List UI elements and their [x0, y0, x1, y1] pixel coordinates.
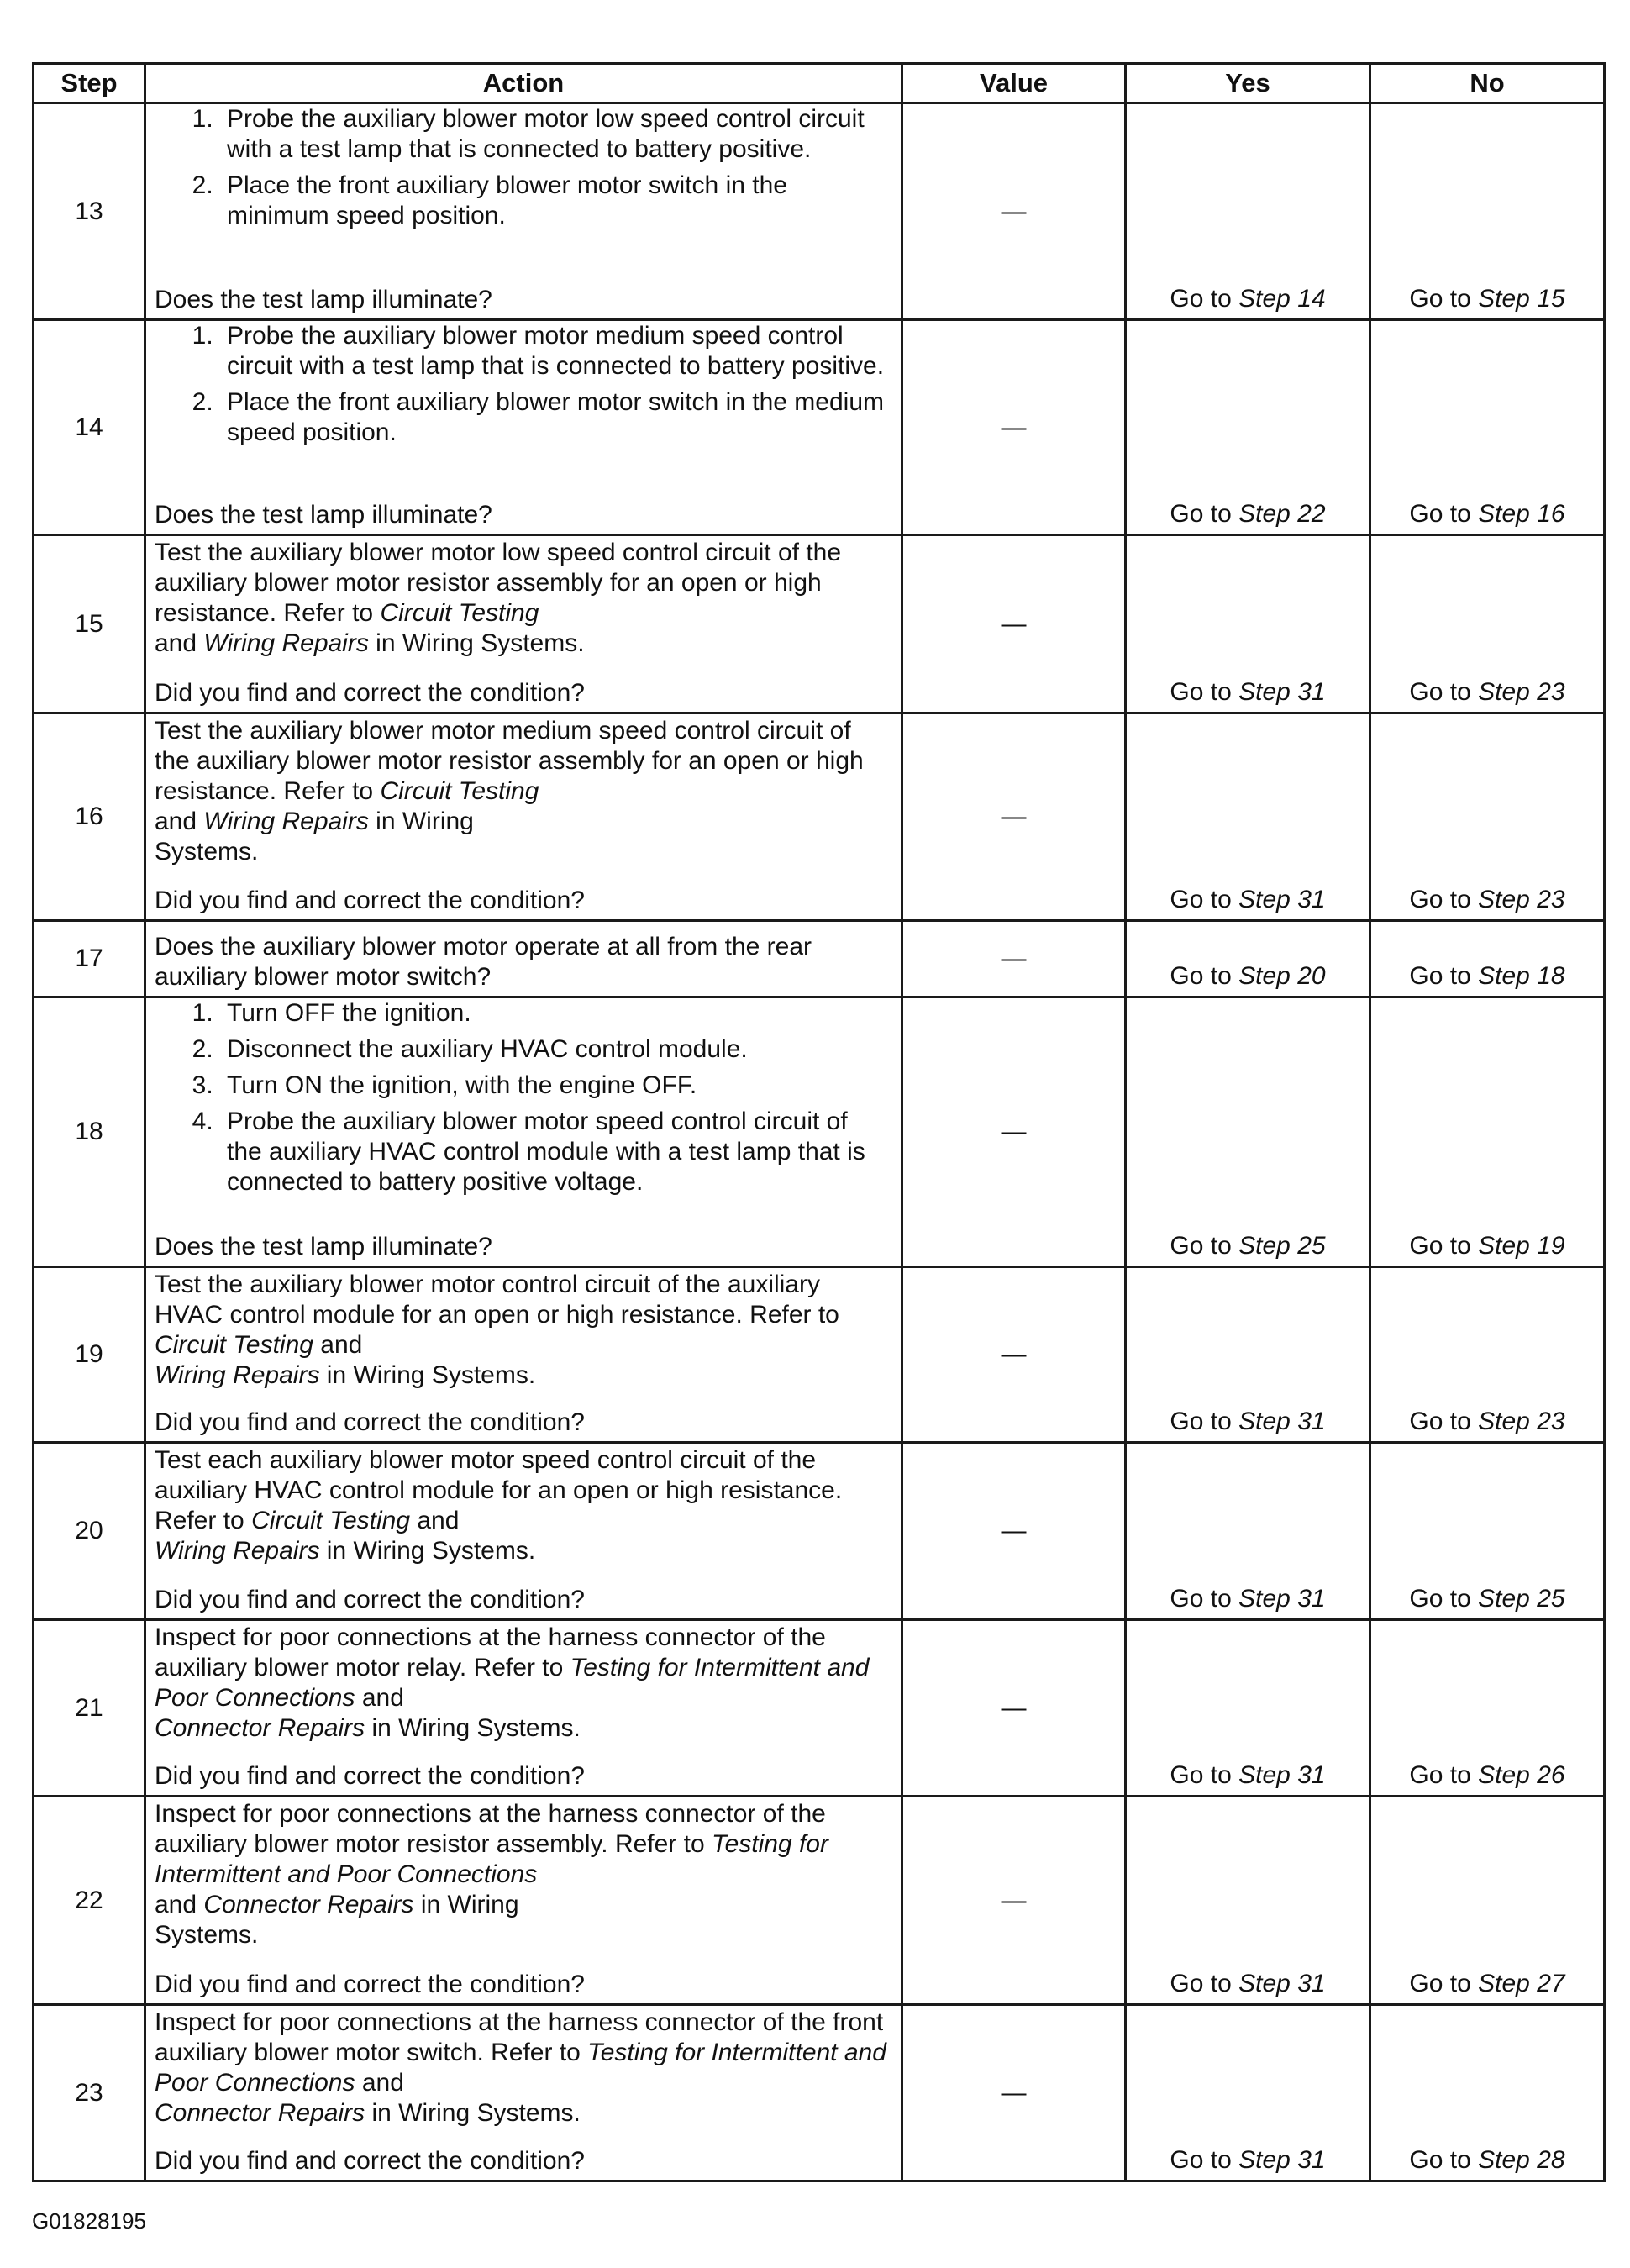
- yes-cell: [1126, 535, 1370, 713]
- table-row: [34, 535, 1605, 713]
- reference-link-text: Circuit Testing: [380, 599, 539, 627]
- action-cell: [145, 921, 902, 997]
- description-text: Test each auxiliary blower motor speed control circuit of the auxiliary HVAC control module for an open or high resistance. Refer to: [155, 1446, 843, 1534]
- table-row: [34, 1267, 1605, 1443]
- no-cell: [1370, 1267, 1605, 1443]
- table-row: [34, 1797, 1605, 2005]
- no-cell: [1370, 1620, 1605, 1797]
- no-cell: [1370, 921, 1605, 997]
- description-text: in Wiring: [368, 808, 474, 835]
- goto-prefix: Go to: [1170, 1232, 1239, 1260]
- goto-prefix: Go to: [1409, 1585, 1479, 1613]
- step-number: 17: [34, 921, 145, 997]
- step-number: 15: [34, 535, 145, 713]
- description-text: in Wiring Systems.: [319, 1537, 536, 1565]
- action-step-item: 1. Probe the auxiliary blower motor low speed control circuit with a test lamp that is connected to battery positive.: [220, 104, 889, 165]
- value-cell: —: [902, 713, 1126, 921]
- action-question: Did you find and correct the condition?: [155, 679, 585, 707]
- description-text: and: [313, 1331, 363, 1359]
- goto-prefix: Go to: [1170, 285, 1239, 313]
- action-content: [155, 1797, 889, 2003]
- action-cell: [145, 1620, 902, 1797]
- action-cell: [145, 1267, 902, 1443]
- goto-step-link[interactable]: Step 31: [1238, 678, 1326, 706]
- goto-prefix: Go to: [1170, 1585, 1239, 1613]
- reference-link-text: Wiring Repairs: [155, 1361, 320, 1389]
- table-row: [34, 997, 1605, 1267]
- goto-prefix: Go to: [1170, 1408, 1239, 1435]
- action-content: [155, 922, 889, 996]
- action-content: [155, 104, 889, 318]
- description-text: Test the auxiliary blower motor control circuit of the auxiliary HVAC control module for an open or high resistance. Refer to: [155, 1271, 839, 1329]
- table-row: [34, 103, 1605, 320]
- description-text: in Wiring Systems.: [365, 1714, 581, 1742]
- action-question: Did you find and correct the condition?: [155, 1586, 585, 1613]
- header-no: No: [1370, 64, 1605, 103]
- reference-link-text: Connector Repairs: [203, 1891, 414, 1918]
- table-row: [34, 713, 1605, 921]
- no-cell: [1370, 1797, 1605, 2005]
- action-cell: [145, 2005, 902, 2181]
- action-content: [155, 1444, 889, 1618]
- goto-step-link[interactable]: Step 16: [1478, 500, 1565, 528]
- action-question: Did you find and correct the condition?: [155, 1762, 585, 1790]
- description-text: Test the auxiliary blower motor medium speed control circuit of the auxiliary blower motor resistor assembly for an open or high resistance. Refer to: [155, 717, 864, 805]
- description-text: and: [155, 808, 204, 835]
- action-content: [155, 714, 889, 919]
- action-content: [155, 2006, 889, 2180]
- goto-prefix: Go to: [1409, 962, 1479, 990]
- action-cell: [145, 1797, 902, 2005]
- goto-step-link[interactable]: Step 27: [1478, 1970, 1565, 1997]
- action-cell: [145, 713, 902, 921]
- reference-link-text: Testing for Intermittent and Poor Connections: [155, 1654, 870, 1712]
- action-description: [155, 1444, 889, 1566]
- header-yes: Yes: [1126, 64, 1370, 103]
- reference-link-text: Testing for Intermittent and Poor Connections: [155, 1830, 828, 1888]
- no-cell: [1370, 103, 1605, 320]
- action-content: [155, 321, 889, 534]
- description-text: Inspect for poor connections at the harness connector of the front auxiliary blower motor switch. Refer to: [155, 2008, 884, 2066]
- table-body: [34, 103, 1605, 2181]
- action-description: [155, 536, 889, 659]
- goto-step-link[interactable]: Step 19: [1478, 1232, 1565, 1260]
- goto-step-link[interactable]: Step 18: [1478, 962, 1565, 990]
- goto-prefix: Go to: [1409, 500, 1479, 528]
- goto-prefix: Go to: [1409, 1761, 1479, 1789]
- reference-link-text: Connector Repairs: [155, 2099, 365, 2127]
- description-text: Inspect for poor connections at the harness connector of the auxiliary blower motor resistor assembly. Refer to: [155, 1800, 826, 1858]
- goto-step-link[interactable]: Step 25: [1238, 1232, 1326, 1260]
- action-content: [155, 536, 889, 712]
- table-row: [34, 320, 1605, 535]
- step-number: 18: [34, 997, 145, 1267]
- action-question: Did you find and correct the condition?: [155, 1408, 585, 1436]
- goto-prefix: Go to: [1409, 2146, 1479, 2174]
- action-cell: [145, 103, 902, 320]
- value-cell: —: [902, 1797, 1126, 2005]
- header-action: Action: [145, 64, 902, 103]
- goto-step-link[interactable]: Step 31: [1238, 1408, 1326, 1435]
- goto-step-link[interactable]: Step 20: [1238, 962, 1326, 990]
- goto-prefix: Go to: [1170, 500, 1239, 528]
- description-text: and: [155, 1891, 204, 1918]
- goto-step-link[interactable]: Step 23: [1478, 886, 1565, 913]
- step-number: 16: [34, 713, 145, 921]
- reference-link-text: Circuit Testing: [155, 1331, 313, 1359]
- goto-prefix: Go to: [1409, 1408, 1479, 1435]
- value-cell: —: [902, 1267, 1126, 1443]
- description-text: in Wiring: [413, 1891, 519, 1918]
- goto-step-link[interactable]: Step 31: [1238, 886, 1326, 913]
- value-cell: —: [902, 2005, 1126, 2181]
- action-step-item: 1. Turn OFF the ignition.: [220, 998, 889, 1029]
- goto-prefix: Go to: [1170, 962, 1239, 990]
- no-cell: [1370, 997, 1605, 1267]
- header-value: Value: [902, 64, 1126, 103]
- action-cell: [145, 997, 902, 1267]
- step-number: 22: [34, 1797, 145, 2005]
- goto-prefix: Go to: [1170, 1970, 1239, 1997]
- yes-cell: [1126, 2005, 1370, 2181]
- description-text: and: [410, 1507, 460, 1534]
- action-step-item: 2. Place the front auxiliary blower motor switch in the minimum speed position.: [220, 171, 889, 231]
- action-content: [155, 1621, 889, 1795]
- action-question: Does the test lamp illuminate?: [155, 501, 492, 529]
- action-description: [155, 2006, 889, 2129]
- goto-step-link[interactable]: Step 25: [1478, 1585, 1565, 1613]
- action-description: [155, 1268, 889, 1391]
- header-step: Step: [34, 64, 145, 103]
- reference-link-text: Testing for Intermittent and Poor Connections: [155, 2039, 886, 2097]
- action-step-item: 1. Probe the auxiliary blower motor medium speed control circuit with a test lamp that is connected to battery positive.: [220, 321, 889, 382]
- yes-cell: [1126, 1443, 1370, 1620]
- action-steps-list: [155, 104, 889, 237]
- goto-prefix: Go to: [1409, 678, 1479, 706]
- goto-step-link[interactable]: Step 23: [1478, 678, 1565, 706]
- goto-step-link[interactable]: Step 31: [1238, 1585, 1326, 1613]
- action-description: [155, 1621, 889, 1744]
- goto-step-link[interactable]: Step 14: [1238, 285, 1326, 313]
- reference-link-text: Wiring Repairs: [155, 1537, 320, 1565]
- goto-step-link[interactable]: Step 31: [1238, 2146, 1326, 2174]
- yes-cell: [1126, 921, 1370, 997]
- description-text: Systems.: [155, 838, 259, 866]
- step-number: 19: [34, 1267, 145, 1443]
- goto-step-link[interactable]: Step 31: [1238, 1761, 1326, 1789]
- goto-prefix: Go to: [1170, 886, 1239, 913]
- goto-prefix: Go to: [1409, 1970, 1479, 1997]
- no-cell: [1370, 535, 1605, 713]
- action-description: [155, 1797, 889, 1950]
- description-text: and: [355, 2069, 404, 2097]
- reference-link-text: Connector Repairs: [155, 1714, 365, 1742]
- description-text: Inspect for poor connections at the harness connector of the auxiliary blower motor relay. Refer to: [155, 1623, 826, 1681]
- goto-step-link[interactable]: Step 23: [1478, 1408, 1565, 1435]
- action-question: Did you find and correct the condition?: [155, 1971, 585, 1998]
- value-cell: —: [902, 1620, 1126, 1797]
- step-number: 21: [34, 1620, 145, 1797]
- table-row: [34, 1443, 1605, 1620]
- reference-link-text: Circuit Testing: [380, 777, 539, 805]
- no-cell: [1370, 1443, 1605, 1620]
- action-step-item: 4. Probe the auxiliary blower motor speed control circuit of the auxiliary HVAC control module with a test lamp that is connected to battery positive voltage.: [220, 1107, 889, 1197]
- action-steps-list: [155, 998, 889, 1203]
- yes-cell: [1126, 320, 1370, 535]
- description-text: in Wiring Systems.: [319, 1361, 536, 1389]
- goto-prefix: Go to: [1409, 886, 1479, 913]
- goto-step-link[interactable]: Step 31: [1238, 1970, 1326, 1997]
- description-text: in Wiring Systems.: [365, 2099, 581, 2127]
- yes-cell: [1126, 103, 1370, 320]
- description-text: and: [155, 629, 204, 657]
- figure-id: G01828195: [32, 2208, 146, 2234]
- yes-cell: [1126, 997, 1370, 1267]
- goto-step-link[interactable]: Step 22: [1238, 500, 1326, 528]
- reference-link-text: Wiring Repairs: [203, 808, 369, 835]
- action-content: [155, 998, 889, 1266]
- goto-prefix: Go to: [1170, 2146, 1239, 2174]
- action-cell: [145, 1443, 902, 1620]
- action-steps-list: [155, 321, 889, 454]
- step-number: 14: [34, 320, 145, 535]
- action-step-item: 2. Disconnect the auxiliary HVAC control module.: [220, 1034, 889, 1065]
- action-description: [155, 714, 889, 867]
- goto-prefix: Go to: [1409, 1232, 1479, 1260]
- value-cell: —: [902, 103, 1126, 320]
- table-header-row: [34, 64, 1605, 103]
- goto-prefix: Go to: [1409, 285, 1479, 313]
- value-cell: —: [902, 535, 1126, 713]
- goto-step-link[interactable]: Step 15: [1478, 285, 1565, 313]
- value-cell: —: [902, 921, 1126, 997]
- yes-cell: [1126, 1620, 1370, 1797]
- value-cell: —: [902, 1443, 1126, 1620]
- step-number: 13: [34, 103, 145, 320]
- action-question: Did you find and correct the condition?: [155, 2147, 585, 2175]
- action-cell: [145, 320, 902, 535]
- step-number: 23: [34, 2005, 145, 2181]
- goto-step-link[interactable]: Step 28: [1478, 2146, 1565, 2174]
- diagnostic-table: [32, 62, 1606, 2182]
- no-cell: [1370, 713, 1605, 921]
- no-cell: [1370, 2005, 1605, 2181]
- yes-cell: [1126, 713, 1370, 921]
- table-row: [34, 2005, 1605, 2181]
- value-cell: —: [902, 997, 1126, 1267]
- action-question: Does the test lamp illuminate?: [155, 286, 492, 313]
- reference-link-text: Circuit Testing: [251, 1507, 411, 1534]
- action-step-item: 2. Place the front auxiliary blower motor switch in the medium speed position.: [220, 387, 889, 448]
- action-question: Does the auxiliary blower motor operate at all from the rear auxiliary blower motor switch?: [155, 933, 812, 991]
- goto-prefix: Go to: [1170, 1761, 1239, 1789]
- yes-cell: [1126, 1797, 1370, 2005]
- description-text: Test the auxiliary blower motor low speed control circuit of the auxiliary blower motor resistor assembly for an open or high resistance. Refer to: [155, 539, 842, 627]
- action-cell: [145, 535, 902, 713]
- action-content: [155, 1268, 889, 1441]
- table-row: [34, 921, 1605, 997]
- description-text: and: [355, 1684, 404, 1712]
- description-text: Systems.: [155, 1921, 259, 1949]
- value-cell: —: [902, 320, 1126, 535]
- step-number: 20: [34, 1443, 145, 1620]
- table-row: [34, 1620, 1605, 1797]
- reference-link-text: Wiring Repairs: [203, 629, 369, 657]
- action-question: Does the test lamp illuminate?: [155, 1233, 492, 1260]
- action-step-item: 3. Turn ON the ignition, with the engine OFF.: [220, 1071, 889, 1101]
- yes-cell: [1126, 1267, 1370, 1443]
- description-text: in Wiring Systems.: [368, 629, 585, 657]
- goto-prefix: Go to: [1170, 678, 1239, 706]
- no-cell: [1370, 320, 1605, 535]
- goto-step-link[interactable]: Step 26: [1478, 1761, 1565, 1789]
- action-question: Did you find and correct the condition?: [155, 887, 585, 914]
